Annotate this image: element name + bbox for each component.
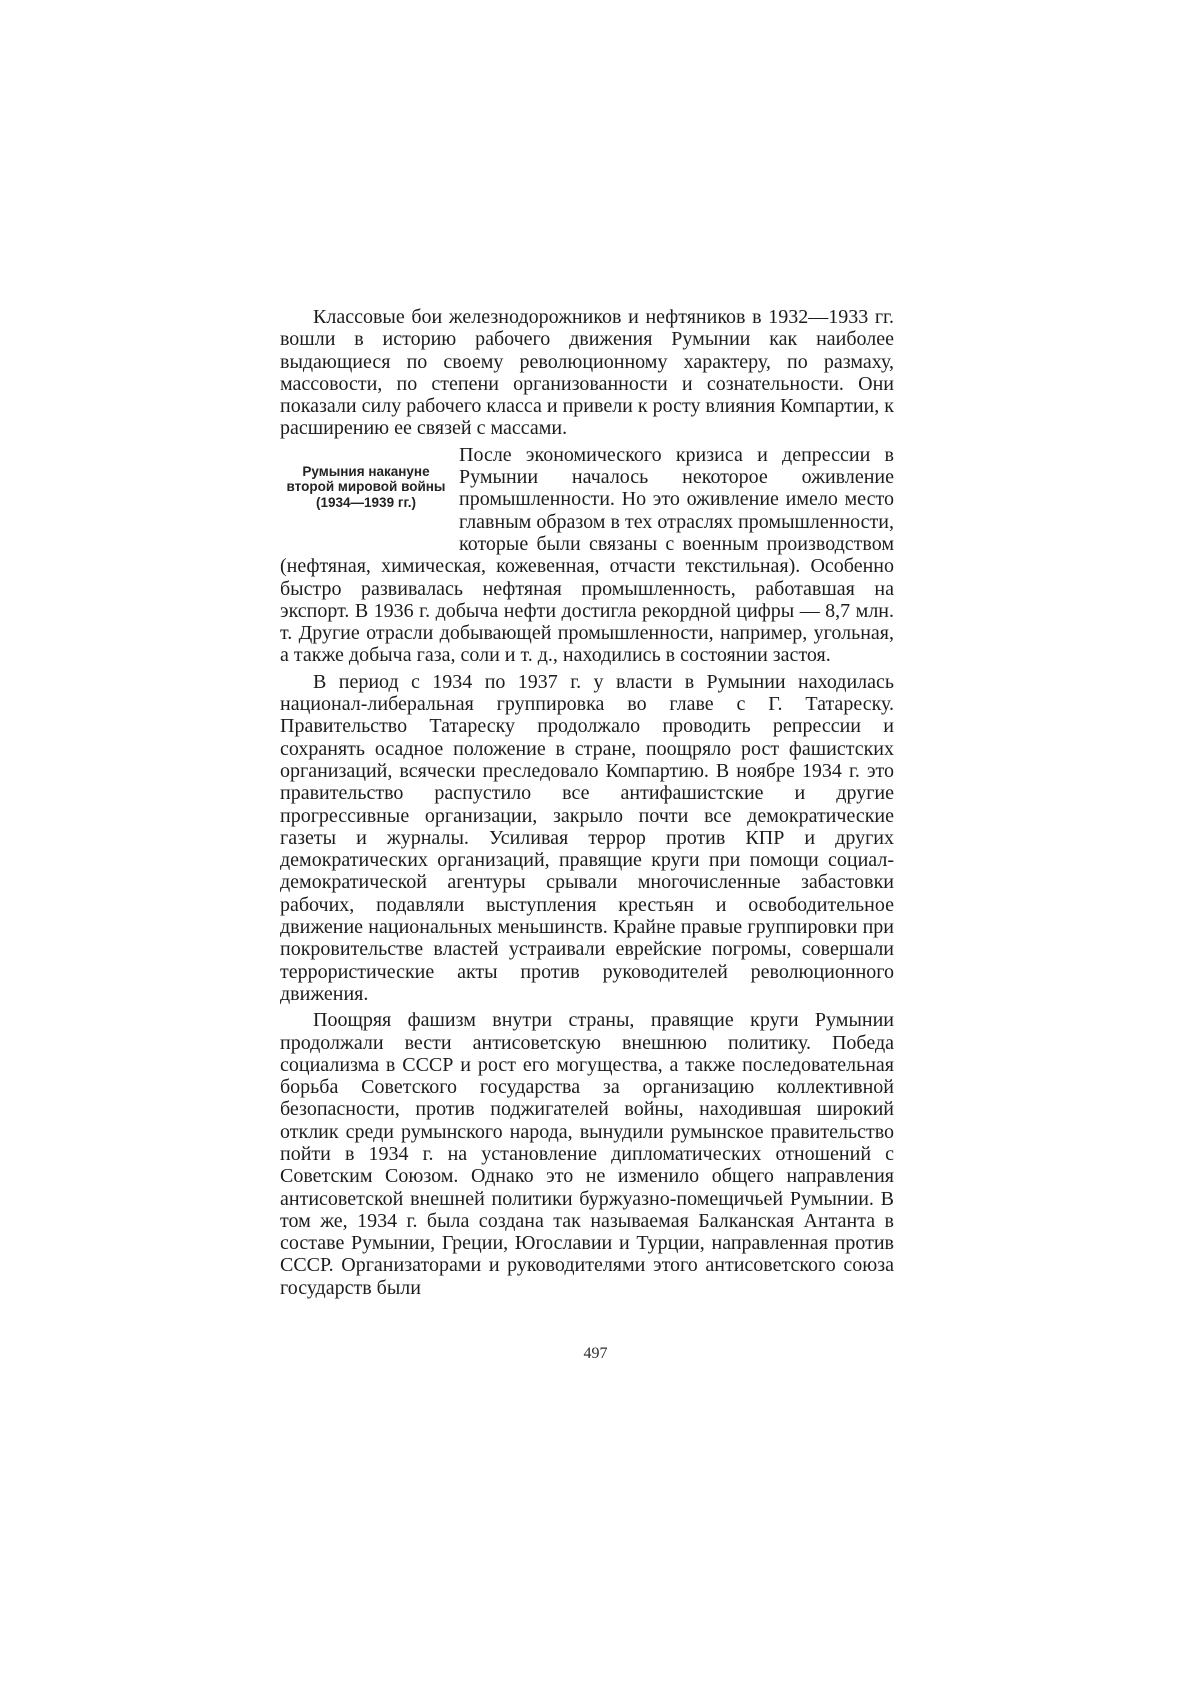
sidenote-column: [278, 444, 455, 554]
body-text: [280, 306, 894, 1303]
paragraph-1: Классовые бои железнодорожников и нефтяников в 1932—1933 гг. вошли в историю рабочего движения Румынии как наиболее выдающиеся по своему революционному характеру, по размаху, массовости, по степени организованности и сознательности. Они показали силу рабочего класса и привели к росту влияния Компартии, к расширению ее связей с массами.: [280, 306, 894, 440]
section-sidenote: Румыния накануне второй мировой войны (1934—1939 гг.): [286, 463, 446, 510]
paragraph-2: После экономического кризиса и депрессии в Румынии началось некоторое оживление промышленности. Но это оживление имело место главным образом в тех отраслях промышленности, которые были связаны с военным производством (нефтяная, химическая, кожевенная, отчасти текстильная). Особенно быстро развивалась нефтяная промышленность, работавшая на экспорт. В 1936 г. добыча нефти достигла рекордной цифры — 8,7 млн. т. Другие отрасли добывающей промышленности, например, угольная, а также добыча газа, соли и т. д., находились в состоянии застоя.: [280, 443, 894, 667]
page-number: 497: [583, 1345, 608, 1362]
paragraph-3: В период с 1934 по 1937 г. у власти в Румынии находилась национал-либеральная группировка во главе с Г. Татареску. Правительство Татареску продолжало проводить репрессии и сохранять осадное положение в стране, поощряло рост фашистских организаций, всячески преследовало Компартию. В ноябре 1934 г. это правительство распустило все антифашистские и другие прогрессивные организации, закрыло почти все демократические газеты и журналы. Усиливая террор против КПР и других демократических организаций, правящие круги при помощи социал-демократической агентуры срывали многочисленные забастовки рабочих, подавляли выступления крестьян и освободительное движение национальных меньшинств. Крайне правые группировки при покровительстве властей устраивали еврейские погромы, совершали террористические акты против руководителей революционного движения.: [280, 670, 894, 1005]
paragraph-4: Поощряя фашизм внутри страны, правящие круги Румынии продолжали вести антисоветскую внешнюю политику. Победа социализма в СССР и рост его могущества, а также последовательная борьба Советского государства за организацию коллективной безопасности, против поджигателей войны, находившая широкий отклик среди румынского народа, вынудили румынское правительство пойти в 1934 г. на установление дипломатических отношений с Советским Союзом. Однако это не изменило общего направления антисоветской внешней политики буржуазно-помещичьей Румынии. В том же, 1934 г. была создана так называемая Балканская Антанта в составе Румынии, Греции, Югославии и Турции, направленная против СССР. Организаторами и руководителями этого антисоветского союза государств были: [280, 1009, 894, 1299]
